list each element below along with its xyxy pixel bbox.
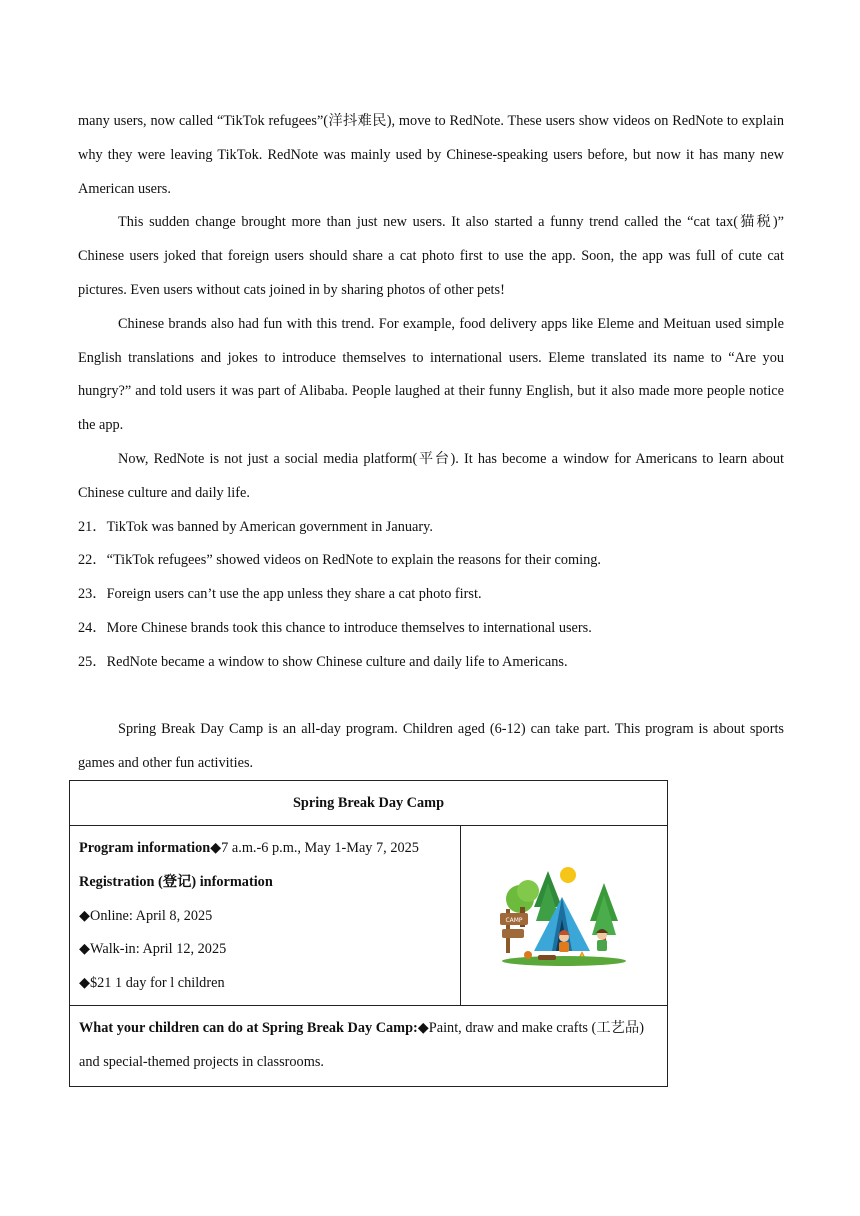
passage [78,105,784,781]
question-24: 24．More Chinese brands took this chance to introduce themselves to international users. [78,619,592,636]
paragraph-1: many users, now called “TikTok refugees”(洋抖难民), move to RedNote. These users show videos on RedNote to explain why they were leaving TikTok. RedNote was mainly used by Chinese-speaking users before, but now it has many new American users. [78,113,784,197]
paragraph-4: Now, RedNote is not just a social media platform(平台). It has become a window for Americans to learn about Chinese culture and daily life. [78,450,784,501]
paragraph-2: This sudden change brought more than just new users. It also started a funny trend called the “cat tax(猫税)” Chinese users joked that foreign users should share a cat photo first to use the app. Soon, the app was full of cute cat pictures. Even users without cats joined in by sharing photos of other pets! [78,214,784,298]
online-registration: ◆Online: April 8, 2025 [79,907,213,924]
program-value: 7 a.m.-6 p.m., May 1-May 7, 2025 [221,840,419,856]
camp-sign-text: CAMP [505,917,523,925]
spacer [78,680,784,714]
question-22: 22．“TikTok refugees” showed videos on RedNote to explain the reasons for their coming. [78,552,601,569]
price: ◆$21 1 day for l children [79,975,225,992]
paragraph-3: Chinese brands also had fun with this trend. For example, food delivery apps like Eleme and Meituan used simple English translations and jokes to introduce themselves to international users. Eleme translated its name to “Are you hungry?” and told users it was part of Alibaba. People laughed at their funny English, but it also made more people notice the app. [78,315,784,434]
program-info [79,832,451,866]
registration-label: Registration (登记) information [79,873,273,890]
camp-image-cell [461,826,668,1006]
camp-table [69,780,668,1087]
sun-icon [560,867,576,883]
activities-value: ◆Paint, draw and make crafts (工艺品) and special-themed projects in classrooms. [79,1019,644,1070]
table-title: Spring Break Day Camp [70,781,668,826]
question-21: 21．TikTok was banned by American government in January. [78,518,433,535]
camp-intro: Spring Break Day Camp is an all-day program. Children aged (6-12) can take part. This program is about sports games and other fun activities. [78,721,784,772]
question-25: 25．RedNote became a window to show Chinese culture and daily life to Americans. [78,653,568,670]
question-23: 23．Foreign users can’t use the app unless they share a cat photo first. [78,586,482,603]
camp-illustration [498,863,630,967]
activities-label: What your children can do at Spring Break Day Camp: [79,1019,418,1036]
info-cell [70,826,461,1006]
walkin-registration: ◆Walk-in: April 12, 2025 [79,941,227,958]
activities-cell [70,1005,668,1086]
program-label: Program information◆ [79,840,222,856]
